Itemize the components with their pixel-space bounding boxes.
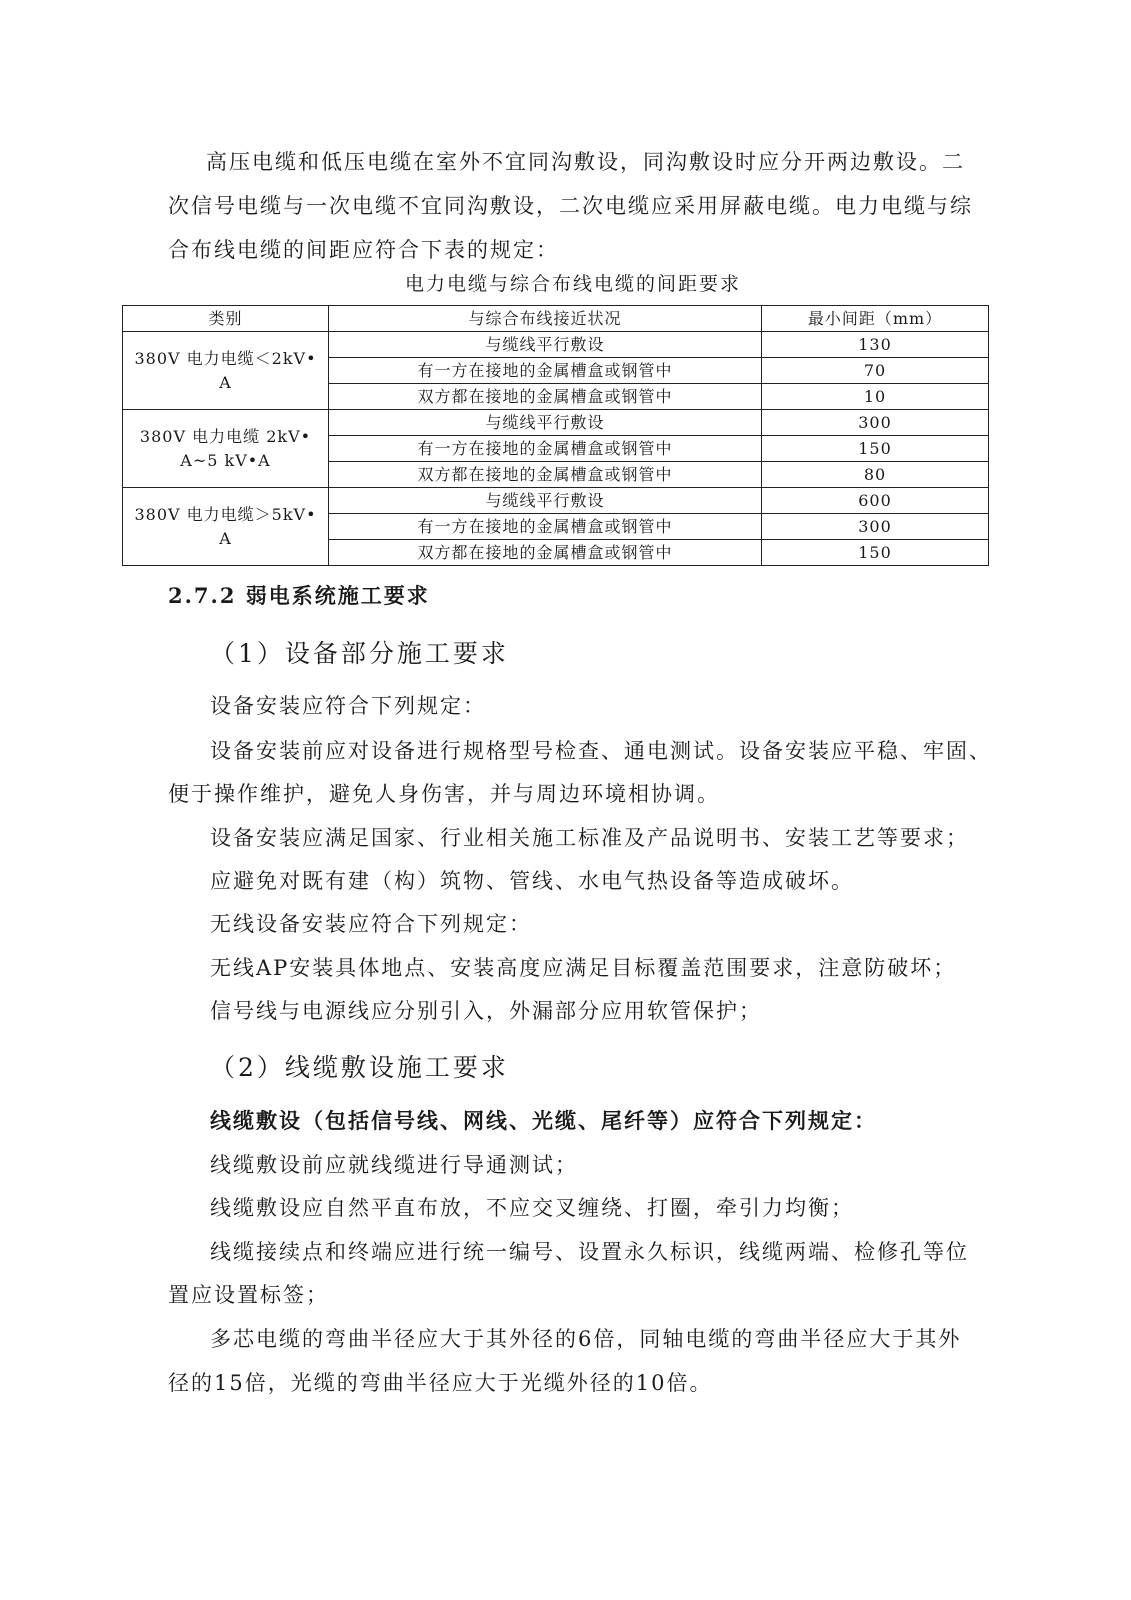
category-cell (123, 488, 329, 566)
condition-cell: 有一方在接地的金属槽盒或钢管中 (329, 436, 762, 462)
category-line: A~5 kV•A (180, 450, 271, 470)
condition-cell: 与缆线平行敷设 (329, 488, 762, 514)
intro-line-2: 次信号电缆与一次电缆不宜同沟敷设，二次电缆应采用屏蔽电缆。电力电缆与综 (168, 194, 973, 218)
value-cell: 600 (762, 488, 989, 514)
header-condition: 与综合布线接近状况 (329, 306, 762, 332)
section-heading: 2.7.2 弱电系统施工要求 (168, 583, 430, 608)
paragraph-bold: 线缆敷设（包括信号线、网线、光缆、尾纤等）应符合下列规定： (210, 1108, 877, 1133)
condition-cell: 双方都在接地的金属槽盒或钢管中 (329, 462, 762, 488)
paragraph: 多芯电缆的弯曲半径应大于其外径的6倍，同轴电缆的弯曲半径应大于其外 (210, 1327, 962, 1351)
intro-line-3: 合布线电缆的间距应符合下表的规定： (168, 238, 559, 262)
category-line: A (219, 372, 232, 392)
paragraph: 线缆敷设前应就线缆进行导通测试； (210, 1153, 578, 1177)
table-row (123, 488, 989, 514)
paragraph: 线缆敷设应自然平直布放，不应交叉缠绕、打圈，牵引力均衡； (210, 1196, 854, 1220)
category-line: 380V 电力电缆 2kV• (139, 426, 312, 446)
value-cell: 70 (762, 358, 989, 384)
value-cell: 150 (762, 436, 989, 462)
subsection-heading-1: （1）设备部分施工要求 (210, 639, 509, 668)
category-cell (123, 332, 329, 410)
condition-cell: 与缆线平行敷设 (329, 332, 762, 358)
paragraph: 设备安装应满足国家、行业相关施工标准及产品说明书、安装工艺等要求； (210, 826, 969, 850)
condition-cell: 有一方在接地的金属槽盒或钢管中 (329, 514, 762, 540)
intro-line-1: 高压电缆和低压电缆在室外不宜同沟敷设，同沟敷设时应分开两边敷设。二 (206, 150, 965, 174)
spacing-table (122, 305, 989, 566)
paragraph: 便于操作维护，避免人身伤害，并与周边环境相协调。 (168, 782, 720, 806)
category-cell (123, 410, 329, 488)
subsection-heading-2: （2）线缆敷设施工要求 (210, 1053, 509, 1082)
value-cell: 130 (762, 332, 989, 358)
paragraph: 无线AP安装具体地点、安装高度应满足目标覆盖范围要求，注意防破坏； (210, 956, 957, 980)
value-cell: 300 (762, 514, 989, 540)
paragraph: 信号线与电源线应分别引入，外漏部分应用软管保护； (210, 999, 762, 1023)
paragraph: 应避免对既有建（构）筑物、管线、水电气热设备等造成破坏。 (210, 869, 854, 893)
condition-cell: 双方都在接地的金属槽盒或钢管中 (329, 540, 762, 566)
category-line: 380V 电力电缆＞5kV• (134, 504, 317, 524)
paragraph: 设备安装应符合下列规定： (210, 694, 486, 718)
value-cell: 150 (762, 540, 989, 566)
paragraph: 无线设备安装应符合下列规定： (210, 912, 532, 936)
table-row (123, 410, 989, 436)
table-caption: 电力电缆与综合布线电缆的间距要求 (405, 273, 742, 295)
paragraph: 设备安装前应对设备进行规格型号检查、通电测试。设备安装应平稳、牢固、 (210, 739, 992, 763)
category-line: A (219, 528, 232, 548)
paragraph: 径的15倍，光缆的弯曲半径应大于光缆外径的10倍。 (168, 1371, 713, 1395)
paragraph: 线缆接续点和终端应进行统一编号、设置永久标识，线缆两端、检修孔等位 (210, 1240, 969, 1264)
paragraph: 置应设置标签； (168, 1283, 329, 1307)
value-cell: 80 (762, 462, 989, 488)
header-category: 类别 (123, 306, 329, 332)
value-cell: 300 (762, 410, 989, 436)
table-row (123, 332, 989, 358)
category-line: 380V 电力电缆＜2kV• (134, 348, 317, 368)
condition-cell: 与缆线平行敷设 (329, 410, 762, 436)
table-header-row (123, 306, 989, 332)
value-cell: 10 (762, 384, 989, 410)
condition-cell: 有一方在接地的金属槽盒或钢管中 (329, 358, 762, 384)
header-min-spacing: 最小间距（mm） (762, 306, 989, 332)
condition-cell: 双方都在接地的金属槽盒或钢管中 (329, 384, 762, 410)
